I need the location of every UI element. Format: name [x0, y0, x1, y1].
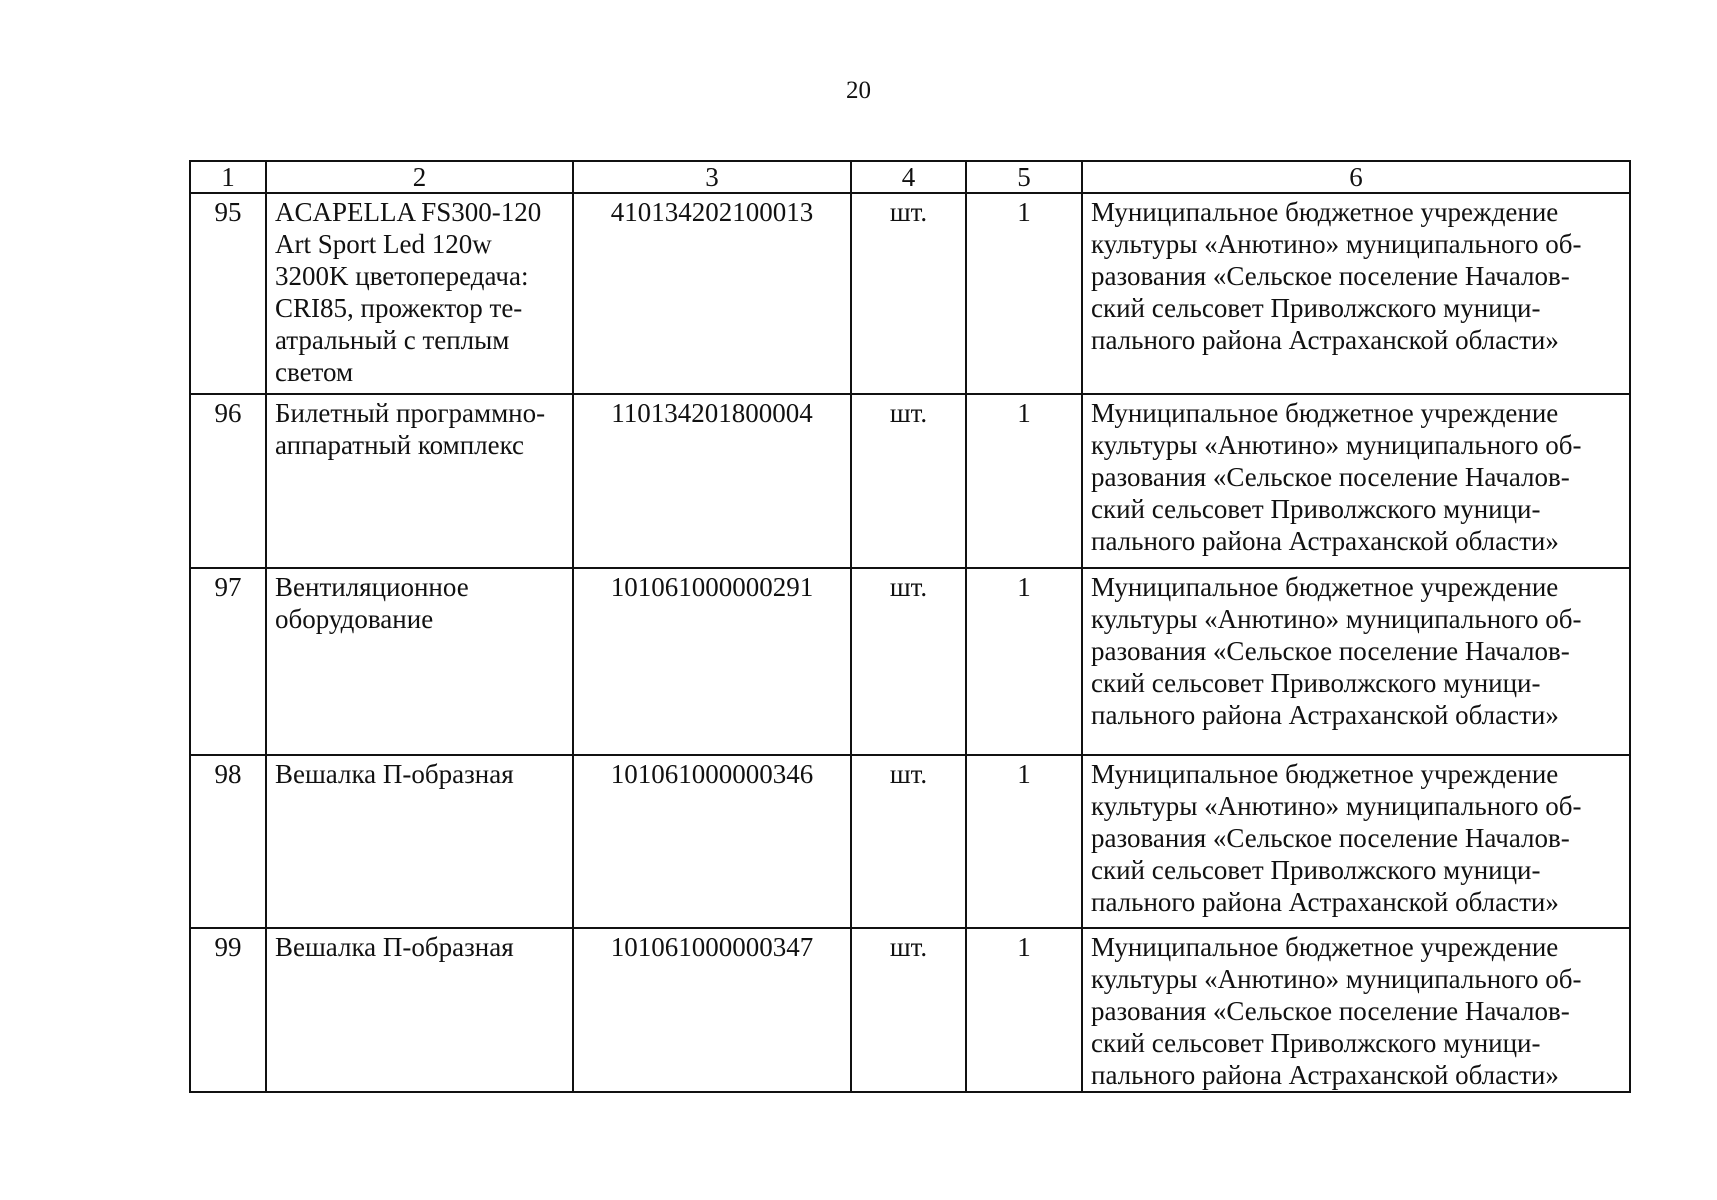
owner-organization: Муниципальное бюджетное учреждение культуры «Анютино» муниципального об- разования «Сельское поселение Началов- ский сельсовет Приволжского муници- пального района Астраханской области»: [1082, 928, 1630, 1092]
inventory-code: 101061000000346: [573, 755, 851, 928]
quantity: 1: [966, 755, 1082, 928]
unit: шт.: [851, 755, 966, 928]
table-row: [190, 755, 1630, 928]
owner-organization: Муниципальное бюджетное учреждение культуры «Анютино» муниципального об- разования «Сельское поселение Началов- ский сельсовет Приволжского муници- пального района Астраханской области»: [1082, 755, 1630, 928]
owner-organization: Муниципальное бюджетное учреждение культуры «Анютино» муниципального об- разования «Сельское поселение Началов- ский сельсовет Приволжского муници- пального района Астраханской области»: [1082, 394, 1630, 568]
inventory-code: 110134201800004: [573, 394, 851, 568]
unit: шт.: [851, 193, 966, 394]
table-header-row: [190, 161, 1630, 193]
unit: шт.: [851, 394, 966, 568]
quantity: 1: [966, 394, 1082, 568]
item-name: Вешалка П-образная: [266, 928, 573, 1092]
inventory-code: 410134202100013: [573, 193, 851, 394]
column-header-4: 4: [851, 161, 966, 193]
quantity: 1: [966, 193, 1082, 394]
row-number: 97: [190, 568, 266, 755]
column-header-5: 5: [966, 161, 1082, 193]
item-name: Вешалка П-образная: [266, 755, 573, 928]
column-header-6: 6: [1082, 161, 1630, 193]
row-number: 98: [190, 755, 266, 928]
property-registry-table: [189, 160, 1631, 1093]
row-number: 95: [190, 193, 266, 394]
row-number: 96: [190, 394, 266, 568]
quantity: 1: [966, 928, 1082, 1092]
column-header-2: 2: [266, 161, 573, 193]
item-name: Вентиляционное оборудование: [266, 568, 573, 755]
table-row: [190, 394, 1630, 568]
inventory-code: 101061000000347: [573, 928, 851, 1092]
unit: шт.: [851, 928, 966, 1092]
item-name: Билетный программно- аппаратный комплекс: [266, 394, 573, 568]
unit: шт.: [851, 568, 966, 755]
table-row: [190, 568, 1630, 755]
row-number: 99: [190, 928, 266, 1092]
column-header-1: 1: [190, 161, 266, 193]
page-number: 20: [846, 77, 871, 104]
item-name: ACAPELLA FS300-120 Art Sport Led 120w 3200K цветопередача: CRI85, прожектор те- атральный с теплым светом: [266, 193, 573, 394]
owner-organization: Муниципальное бюджетное учреждение культуры «Анютино» муниципального об- разования «Сельское поселение Началов- ский сельсовет Приволжского муници- пального района Астраханской области»: [1082, 193, 1630, 394]
inventory-code: 101061000000291: [573, 568, 851, 755]
owner-organization: Муниципальное бюджетное учреждение культуры «Анютино» муниципального об- разования «Сельское поселение Началов- ский сельсовет Приволжского муници- пального района Астраханской области»: [1082, 568, 1630, 755]
column-header-3: 3: [573, 161, 851, 193]
table-row: [190, 928, 1630, 1092]
table-row: [190, 193, 1630, 394]
quantity: 1: [966, 568, 1082, 755]
